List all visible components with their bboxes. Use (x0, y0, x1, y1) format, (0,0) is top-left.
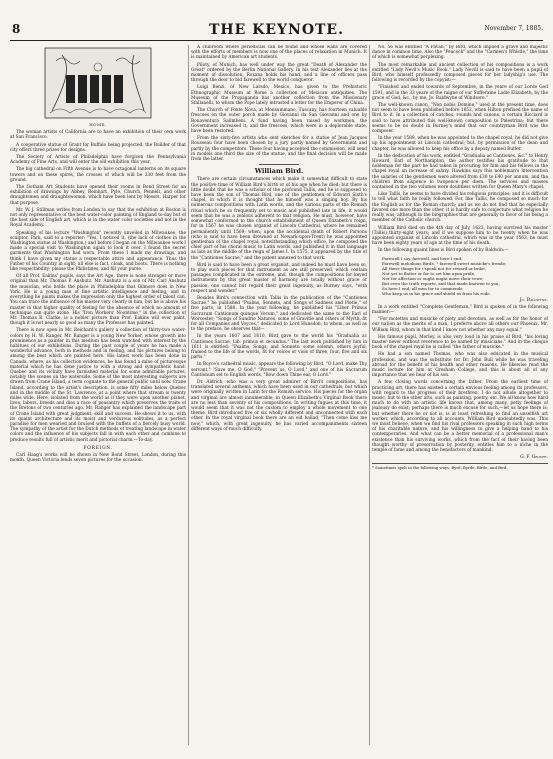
paragraph: In Boyce's cathedral music, appears the following by Bird, "O Lord, make Thy servant," "Save me, O God," "Prevent us, O Lord," and one of his Sacrarum Cantionum set to English words, "Bow down Thine ear, O Lord." (191, 362, 367, 378)
paragraph: Besides Bird's connection with Tallis in the publication of the "Cantiones Sacrae," he published "Psalms, Sonnets, and Songs of Sadness and Pietie," of five parts, in 1588. In the year following, he published his "Liber Primus Sacrarum Cantionum quinque Vocum," and dedicated the same to the Earl of Worcester; "Songs of Sundrie Natures, some of Gravitie and others of Myrth, fit for all Companies and Voyces," dedicated to Lord Hunsdon; to whom, as well as to the preface, he observes that— (191, 295, 367, 333)
page-number: 8 (12, 22, 21, 36)
poem-line: Farewell I say, farewell, and here I end, (382, 255, 463, 261)
paragraph: In the year 1589, when he was appointed to the chapel royal, he did not give up his appointment at Lincoln cathedral; but, by permission of the dean and chapter, he was allowed to keep his office by a deputy named Butler. (372, 136, 548, 152)
paragraph: There are certain circumstances which make it somewhat difficult to state the positive time of William Bird's birth or of his age when he died; but there is little doubt that he was a scholar of the profound Tallis, and he is supposed to have been the son of Thomas Bird, one of the gentlemen of Edward Sixth's chapel, in which it is thought that he himself was a singing boy. By his numerous compositions with Latin words, and the various parts of the Romish ritual which he so frequently set to music and published late in life, it would seem that he was a zealous adherent to that religion. He must, however, have somewhat conformed to the church establishment of Queen Elizabeth's reign, for in 1567 he was chosen organist of Lincoln Cathedral, where he remained permanently until 1569; when, upon the accidental death of Robert Parsons (who is said to have been drowned at Newark-upon-Trent) he was appointed gentleman of the chapel royal; notwithstanding which office, he composed the chief part of his choral music to Latin words, and published it in that language as late as the middle of the reign of James I. In 1575, it appeared by the title of the "Cantiones Sacrae," and the patent annexed to that work. (191, 177, 367, 261)
paragraph: The Church of Fonte Nova, at Monsummano, Tuscany, has fourteen valuable frescoes on the outer porch made by Giovanni da San Giovanni and one by Bonaventura Salimbeni. A fund having been raised by workmen, the Government increased it, and the frescoes, which were in a deplorable state, have been restored. (191, 108, 367, 135)
article-title: William Bird. (254, 167, 304, 176)
column-left (10, 45, 186, 745)
issue-date: November 7, 1885. (484, 25, 543, 32)
paragraph: The Society of Artists of Philadelphia have forgiven the Pennsylvania Academy of Fine Arts, and will enter the old exhibition this year. (10, 155, 186, 166)
column-right (372, 45, 548, 745)
column-divider (188, 45, 189, 745)
poem-line: So here I end; all men for to commende (382, 285, 463, 291)
paragraph: From the sixty-five artists who sent sketches for a statue of Jean Jacques Rousseau four have been chosen by a jury partly named by Government and partly by the competitors. These four having accepted the commission, will send in models one third the size of the statue, and the final decision will be made from the latter. (191, 136, 367, 163)
paragraph: In the years 1607 and 1610, Bird gave to the world his "Gradualia ac Cantiones Sacrae, Lib. primus et secundus." The last work published by him in 1611 is entitled: "Psalms, Songs, and Sonnets: some solemn, others joyful, framed to the life of the words, fit for voices or viols of three, four, five and six parts." (191, 334, 367, 361)
paragraph: His famous pupil, Morley, is also very loud in his praise of Bird, "his loving master never without reverence to be named by musicians." And in the cheque book of the chapel royal he is called "the father of musicke." (372, 334, 548, 351)
paragraph: "Finished and ended towards of Septembre, in the yeare of our Lorde God 1591, and in the 33 yeare of the raigne of our Sufferaine Ladie Elizabeth, by the grace of God, &c., by me, Jo. Baldwyne of Windsore." (372, 85, 548, 101)
column-middle (191, 45, 367, 745)
poem-signature: Jo. Baldwyne. (519, 297, 548, 303)
header-rule (10, 40, 543, 41)
page-header (10, 22, 543, 38)
paragraph: In the dedication of his work, entitled "Gradualia ac Cantiones, &c." to Henry Howard, Earl of Northampton, the author testifies his gratitude to that nobleman for the part he had taken in procuring for him and his fellows in the chapel royal an increase of salary. Hawkins says this nobleman's intervention the salaries of the gentlemen were altered from £30 to £40 per annum, and the children from sixpence to twopence per diem. The services and masses contained in the two volumes were doubtless written for Queen Mary's chapel. (372, 153, 548, 191)
paragraph: Luigi Benzi, of New Larsdo, Mexico, has given to the Prehistoric Ethnographic Museum at Rome a collection of Mexican antiquities. The Museum of the Propaganda has another collection from the Missionary Sfallanelli, to whom the Pope lately intrusted a letter for the Emperor of China. (191, 85, 367, 107)
section-label-home: HOME. (89, 122, 107, 127)
paragraph: Like Tallis, he seems to have divided his religious principles; and it is difficult to tell what faith he really followed. For, like Tallis, he composed so much for the English as for the Roman church; and as we do not find that he especially favored one more than the other, it is hardly safe to conjecture what religion he really was; although in the biographies that are generally in favor of his being a member of the Catholic church. (372, 192, 548, 224)
paragraph: Bird is said to have been a great organist, and indeed he must have been so, to play such pieces for that instrument as are still preserved, which contain passages complicated in the extreme, and, though the compositions for keyed instruments by this great master of harmony are totally without grace or passion, one cannot but regard their great ingenuity, as Burney says, "with respect and wonder." (191, 262, 367, 294)
paragraph: The woman artists of California are to have an exhibition of their own work at San Francisco. (10, 130, 186, 141)
poem-line: Nor for affection or ought might move their vewe; (382, 275, 484, 281)
paragraph: Mr. W. J. Stillman writes from London to say that the exhibition at Boston is not only representative of the best water-color painting of England to-day but of the best side of English art, which is in the water color societies and not in the Royal Academy. (10, 207, 186, 229)
poem-line: But even the truth reporte, and that made knowen to you, (382, 280, 500, 286)
column-divider (369, 45, 370, 745)
poem-line: Who keep us in his grace and shield us from his rode. (382, 290, 491, 296)
paragraph: The well-known canon, "Non nobis Domine," used at the present time, does not seem to have been published before 1652, when Hilton prefixed the name of Bird to it. In a collection of catches, rounds and canons, a certain Ricciard is said to have attributed this well-known composition to Palestrina; but there seems to be no doubt in Burney's mind that our countryman Bird was the composer. (372, 103, 548, 135)
poem-line: Farewell melodious Birde, * farewell sweet musicke's frende; (382, 260, 507, 266)
paragraph: Speaking of his lecture "Washington" recently unveiled in Milwaukee, the sculptor, Park, said to a reporter: "Yes, I noticed it, (the lack of clothes in the Washington statue at Washington,) and before I began on the Milwaukee work I made a special visit to Washington again to look it over. I found the secret garments that Washington had worn. From these I made my drawings, and think I have given my statue a respectable attire and appearance. Thus the Father of his Country in sight; all else is fact, cloak, and boots. There is nothing like respectability; please the Philistines, and fill your purse. (10, 230, 186, 273)
paragraph: There is now open in Mr. Reichard's gallery a collection of thirty-two water-colors by H. W. Ranger. Mr. Ranger is a young New Yorker, whose growth into prominence as a painter in this medium has been watched with interest by the habitues of our exhibitions. During the past couple of years he has made a wonderful advance, both in methods and in feeling, and his pictures belong to among the best which are painted here. His latest work has been done in Canada, where, as his collection evidences, he has found a mine of picturesque material which he has done justice to with a strong and sympathetic hand. Quebec and its vicinity have furnished material for some admirable pictures, notably the scenes on the waterside. Some of the most interesting subjects are drawn from Crane Island, a term cognate to the general public until now. Crane Island, according to the artist's description, is some fifty miles below Quebec and in the middle of the St. Lawrence, at a point where that stream is twenty miles wide. Here, isolated from the world as if they were upon another planet, lives, labors, breeds and dies a race of peasantry which preserves the traits of the Bretons of two centuries ago. Mr. Ranger has explained the landscape part of Crane Island with great judgment, skill and success. He shows it to us, with its quaint architecture and its moist and verdurous solitudes, as a perfect paradise for men wearied and bruised with the buffets of a fiercely busy world. The sympathy of the artist for the Dutch methods of treating landscape in water colors and the influence of his subjects fall in with each other and combine to produce results full of artistic merit and pictorial charm.—To-day. (10, 328, 186, 443)
paragraph: A few closing words concerning the father. From the earliest time of practicing art, there has existed a certain envious feeling among its professors, with regard to the progress of their brethren. I do not allude altogether to music, but to the other arts, such as painting, poetry, etc. We all know how hard much to do with an artistic life knows that, among many, petty feelings of jealousy do exist; perhaps there is much excuse for such,—let us hope there is; but whether there be or not is, is at least refreshing to find an unselfish art worker, which, according to all accounts, William Bird undoubtedly was. This we must believe, when we find his rival professors speaking in such high terms of his charitable nature, and his willingness to give a helping hand to his contemporaries. And what can be a better memorial of a professional man's existence than his surviving works, which from the fact of their having been thought worthy of preservation by posterity, entitles him to a niche in the temple of fame and among the benefactors of mankind. (372, 380, 548, 453)
home-heading-ornament (44, 47, 152, 119)
poem-line: Nor yet to flatter or for to set him upon pride, (382, 270, 476, 276)
masthead-title: THE KEYNOTE. (209, 22, 344, 38)
author-signature: G. F. Grover. (520, 455, 548, 461)
section-rule (259, 164, 299, 165)
paragraph: The Gotham Art Students have opened their rooms in Bond Street for an exhibition of drawings by Abbey, Reinhart, Pyle, Church, Pennell, and other draughtsmen and draughtswomen, which have been lent by Messrs. Harper for that purpose. (10, 185, 186, 206)
paragraph: The big cathedral on Fifth Avenue is to have octagonal lanterns on its square towers and on these spires, the crosses of which will be 330 feet from the ground. (10, 167, 186, 183)
paragraph: In a work entitled "Complete Gentleman," Bird is spoken of in the following manner:— (372, 304, 548, 315)
columns (10, 45, 548, 745)
paragraph: He had a son named Thomas, who was also educated in the musical profession, and was the substitute for Dr. John Bull while he was traveling abroad for the benefit of his health and other reasons. He likewise read the music lecture for him at Gresham College, and this is about all of any importance that we hear of his son. (372, 352, 548, 379)
paragraph: Piloty, of Munich, has well under way the great "Death of Alexander the Great" ordered by the Berlin National Gallery. In his text Alexander lies at the moment of dissolution; Roxana holds his hand, and a line of officers pass through the door to bid farewell to the world conqueror. (191, 62, 367, 84)
paragraph: In the following quaint lines is Bird spoken of by Baldwin:— (378, 248, 509, 254)
paragraph: Dr. Aldrich, who was a very great admirer of Bird's compositions, has translated several anthems, which have been used in our cathedrals; but which were originally written in Latin for the Romish service. His pieces for the organ and virginal are almost innumerable; in Queen Elizabeth's Virginal Book there are no less than seventy of his compositions. In writing fugues at this time, it would seem that it was not the custom to employ a whole movement to one theme. Bird introduced five or six wholly different and unconnected with each other. In the royal virginal book there are an old ballad, "Then come kiss me now," which, with great ingenuity, he has varied accompaniments sixteen different ways of much difficulty. (191, 379, 367, 432)
paragraph: Of all Prof. Eakins' pupils, says the Art Age, there is none stronger or more original than Mr. Thomas P. Anshutz. Mr. Anshutz is a son of Mr. Carl Anshutz the musician, who holds the place in Philadelphia that Gilmore does in New York. He is a young man of fine artistic intelligence and feeling, and in everything he paints makes the impression only the highest order of talent can. You can trace the influence of his master very clearly in him, but he is above his master in that higher quality of feeling for the absence of which no amount of technique can quite atone. His "Iron Workers' Noontime," in the collection of Mr. Thomas B. Clarke, is a nobler picture than Prof. Eakins will ever paint, though it is not nearly so good as many the Professor has painted. (10, 274, 186, 327)
paragraph: The most remarkable and ancient collection of his compositions is a work entitled "Lady Nevil's Music Book." Lady Nevill is said to have been a pupil of Bird, who himself professedly composed pieces for her ladyship's use. The following is recorded by the copyist:— (372, 62, 548, 84)
paragraph: A clubroom where periodicals can be found and whose walls are covered with the efforts of members is now one of the places of relaxation in Munich. It is maintained by American art students. (191, 45, 367, 61)
paragraph: William Bird died on the 4th day of July, 1623, having survived his master (Tallis) thirty-eight years; and if we suppose him to be twenty when he was appointed organist of Lincoln cathedral, which was in the year 1563, he must have been eighty years of age at the time of his death. (372, 225, 548, 247)
poem-line: All these things for t'speak not for reward or bribe, (382, 265, 487, 271)
paragraph: "For motettes and musicke of piety and devotion, as well as for the honor of our nation as the merits of a man, I preferre above all others our Phoenix, Mr. William Bird, whom in that kind I know not whether any may equal." (372, 317, 548, 333)
section-label-foreign: FOREIGN. (83, 445, 113, 451)
paragraph: A cooperative statue of Grant for Buffalo being projected, the Builder of that city offers three prizes for designs. (10, 142, 186, 153)
footnote: * Sometimes spelt in the following ways, Byrd, Byrde, Birde, and Bird. (372, 463, 548, 471)
poem (382, 256, 548, 296)
paragraph: No. 56 was entitled "A Pavan," by Bird, which implied a grave and majestic dance in common time. Also the "Peacock" and the "Carmen's Whistle," the time of which is somewhat perplexing. (372, 45, 548, 61)
paragraph: Carl Haag's works will be shown in New Bond Street, London, during this month. Queen Victoria lends seven pictures for the occasion. (10, 452, 186, 464)
